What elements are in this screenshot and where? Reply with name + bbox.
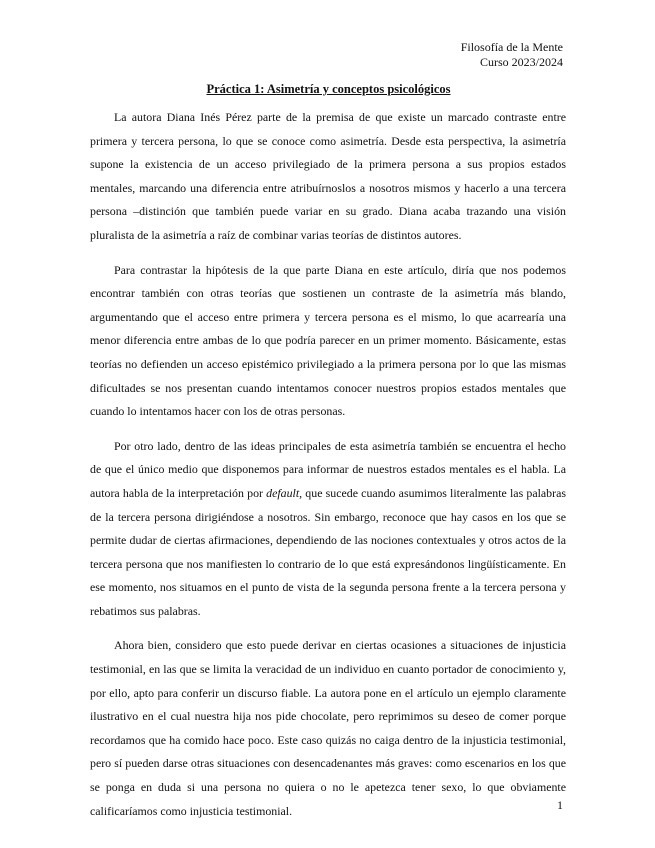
paragraph-1: La autora Diana Inés Pérez parte de la premisa de que existe un marcado contraste entre primera y tercera persona, lo que se conoce como asimetría. Desde esta perspectiva, la asimetría supone la existencia de un acceso privilegiado de la primera persona a sus propios estados mentales, marcando una diferencia entre atribuírnoslos a nosotros mismos y hacerlo a una tercera persona –distinción que también puede variar en su grado. Diana acaba trazando una visión pluralista de la asimetría a raíz de combinar varias teorías de distintos autores. xyxy=(90,110,566,242)
page-header xyxy=(461,40,563,70)
page-number: 1 xyxy=(557,798,563,812)
document-title: Práctica 1: Asimetría y conceptos psicológicos xyxy=(206,82,451,96)
header-year: Curso 2023/2024 xyxy=(479,55,563,69)
paragraph-4: Ahora bien, considero que esto puede derivar en ciertas ocasiones a situaciones de injusticia testimonial, en las que se limita la veracidad de un individuo en cuanto portador de conocimiento y, por ello, apto para conferir un discurso fiable. La autora pone en el artículo un ejemplo claramente ilustrativo en el cual nuestra hija nos pide chocolate, pero reprimimos su deseo de comer porque recordamos que ha comido hace poco. Este caso quizás no caiga dentro de la injusticia testimonial, pero sí pueden darse otras situaciones con desencadenantes más graves: como escenarios en los que se ponga en duda si una persona no quiera o no le apetezca tener sexo, lo que obviamente calificaríamos como injusticia testimonial. xyxy=(90,638,566,818)
header-course: Filosofía de la Mente xyxy=(460,40,563,54)
paragraph-3-after: , que sucede cuando asumimos literalmente las palabras de la tercera persona dirigiéndose a nosotros. Sin embargo, reconoce que hay casos en los que se permite dudar de ciertas afirmaciones, dependiendo de las nociones contextuales y otros actos de la tercera persona que nos manifiesten lo contrario de lo que está expresándonos lingüísticamente. En ese momento, nos situamos en el punto de vista de la segunda persona frente a la tercera persona y rebatimos sus palabras. xyxy=(90,485,566,618)
document-body xyxy=(90,106,566,834)
paragraph-3-before: Por otro lado, dentro de las ideas principales de esta asimetría también se encuentra el hecho de que el único medio que disponemos para informar de nuestros estados mentales es el habla. La autora habla de la interpretación por xyxy=(90,438,566,500)
paragraph-3-emphasis: default xyxy=(266,485,300,500)
paragraph-3 xyxy=(90,435,566,624)
paragraph-2: Para contrastar la hipótesis de la que parte Diana en este artículo, diría que nos podemos encontrar también con otras teorías que sostienen un contraste de la asimetría más blando, argumentando que el acceso entre primera y tercera persona es el mismo, lo que acarrearía una menor diferencia entre ambas de lo que podría parecer en un primer momento. Básicamente, estas teorías no defienden un acceso epistémico privilegiado a la primera persona por lo que las mismas dificultades se nos presentan cuando intentamos conocer nuestros propios estados mentales que cuando lo intentamos hacer con los de otras personas. xyxy=(90,262,566,419)
